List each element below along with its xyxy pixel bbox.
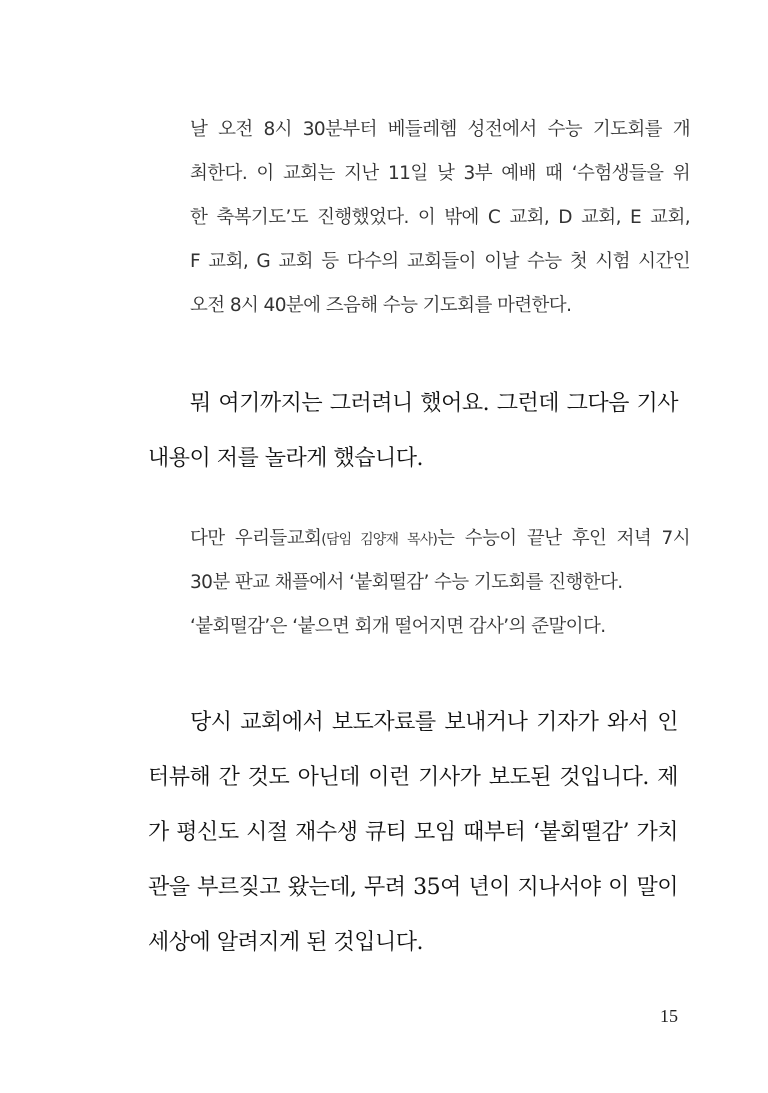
excerpt-text: 는 수능이 끝난 후인 저녁 7시	[437, 528, 690, 549]
paragraph-line: 세상에 알려지게 된 것입니다.	[148, 930, 423, 955]
body-paragraph-1	[148, 376, 678, 486]
excerpt-line: 오전 8시 40분에 즈음해 수능 기도회를 마련한다.	[190, 295, 572, 316]
news-excerpt-2	[190, 517, 690, 649]
excerpt-text: 다만 우리들교회	[190, 528, 322, 549]
excerpt-line: 최한다. 이 교회는 지난 11일 낮 3부 예배 때 ‘수험생들을 위	[190, 163, 690, 184]
paragraph-line: 뭐 여기까지는 그러려니 했어요. 그런데 그다음 기사	[190, 391, 678, 416]
news-excerpt-1	[190, 108, 690, 328]
excerpt-line: 날 오전 8시 30분부터 베들레헴 성전에서 수능 기도회를 개	[190, 119, 690, 140]
body-paragraph-2	[148, 695, 678, 970]
paragraph-line: 관을 부르짖고 왔는데, 무려 35여 년이 지나서야 이 말이	[148, 875, 678, 900]
excerpt-line: F 교회, G 교회 등 다수의 교회들이 이날 수능 첫 시험 시간인	[190, 251, 690, 272]
paragraph-line: 당시 교회에서 보도자료를 보내거나 기자가 와서 인	[190, 710, 678, 735]
excerpt-line: 한 축복기도’도 진행했었다. 이 밖에 C 교회, D 교회, E 교회,	[190, 207, 690, 228]
excerpt-line: ‘붙회떨감’은 ‘붙으면 회개 떨어지면 감사’의 준말이다.	[190, 616, 606, 637]
excerpt-line	[190, 517, 690, 561]
page-number: 15	[660, 1006, 678, 1026]
paragraph-line: 내용이 저를 놀라게 했습니다.	[148, 446, 423, 471]
paragraph-line: 가 평신도 시절 재수생 큐티 모임 때부터 ‘붙회떨감’ 가치	[148, 820, 678, 845]
pastor-note: (담임 김양재 목사)	[321, 532, 438, 548]
paragraph-line: 터뷰해 간 것도 아닌데 이런 기사가 보도된 것입니다. 제	[148, 765, 678, 790]
excerpt-line: 30분 판교 채플에서 ‘붙회떨감’ 수능 기도회를 진행한다.	[190, 572, 623, 593]
